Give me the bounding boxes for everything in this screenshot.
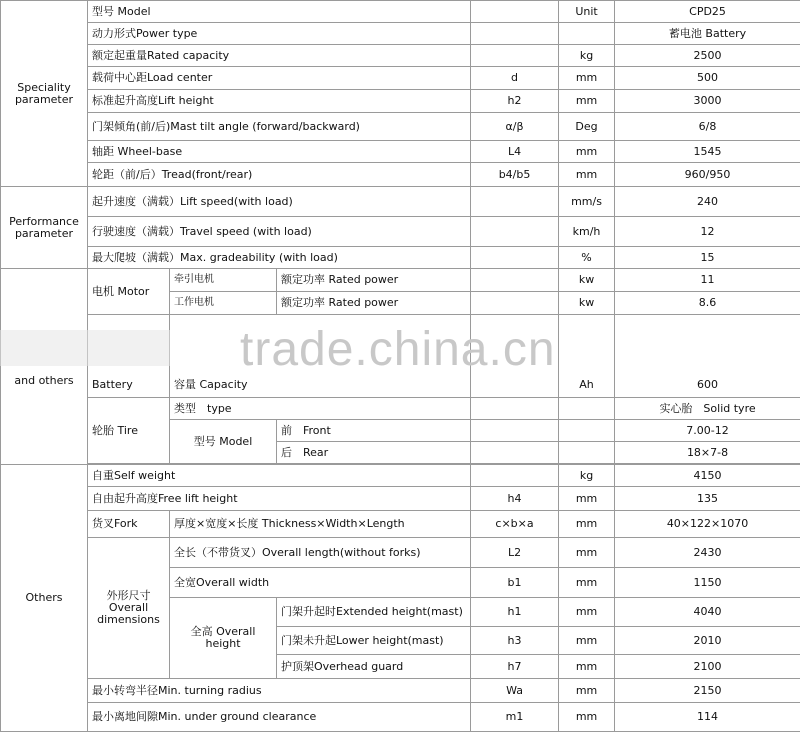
load-center-sym: d [471,67,559,90]
clearance-unit: mm [559,703,615,732]
free-lift-unit: mm [559,487,615,511]
overall-width-sym: b1 [471,568,559,598]
traction-motor-label: 牵引电机 [170,269,277,292]
self-weight-unit: kg [559,465,615,487]
lift-speed-label: 起升速度（满载）Lift speed(with load) [88,187,471,217]
capacity-label: 额定起重量Rated capacity [88,45,471,67]
tire-label: 轮胎 Tire [88,398,170,464]
battery-value: 600 [615,315,800,398]
lower-height-sym: h3 [471,627,559,655]
fork-label: 货叉Fork [88,511,170,538]
travel-speed-label: 行驶速度（满载）Travel speed (with load) [88,217,471,247]
battery-unit: Ah [559,315,615,398]
overall-length-value: 2430 [615,538,800,568]
overall-length-unit: mm [559,538,615,568]
section-performance: Performance parameter [1,187,88,269]
fork-value: 40×122×1070 [615,511,800,538]
clearance-sym: m1 [471,703,559,732]
unit-header: Unit [559,1,615,23]
battery-capacity-label: 容量 Capacity [170,315,471,398]
overall-width-label: 全宽Overall width [170,568,471,598]
section-others: Others [1,465,88,732]
tilt-label: 门架倾角(前/后)Mast tilt angle (forward/backward) [88,113,471,141]
tilt-unit: Deg [559,113,615,141]
grade-value: 15 [615,247,800,269]
grade-label: 最大爬坡（满载）Max. gradeability (with load) [88,247,471,269]
tread-sym: b4/b5 [471,163,559,187]
work-motor-label: 工作电机 [170,292,277,315]
guard-height-label: 护顶架Overhead guard [277,655,471,679]
extended-height-unit: mm [559,598,615,627]
power-label: 动力形式Power type [88,23,471,45]
tire-type-label: 类型 type [170,398,471,420]
wheelbase-sym: L4 [471,141,559,163]
tilt-value: 6/8 [615,113,800,141]
tread-label: 轮距（前/后）Tread(front/rear) [88,163,471,187]
turning-unit: mm [559,679,615,703]
extended-height-value: 4040 [615,598,800,627]
tire-front-value: 7.00-12 [615,420,800,442]
fork-dims-label: 厚度×宽度×长度 Thickness×Width×Length [170,511,471,538]
lift-height-value: 3000 [615,90,800,113]
overall-width-value: 1150 [615,568,800,598]
extended-height-sym: h1 [471,598,559,627]
lower-height-value: 2010 [615,627,800,655]
tilt-sym: α/β [471,113,559,141]
self-weight-value: 4150 [615,465,800,487]
clearance-value: 114 [615,703,800,732]
model-value: CPD25 [615,1,800,23]
grade-unit: % [559,247,615,269]
tread-value: 960/950 [615,163,800,187]
overall-length-label: 全长（不带货叉）Overall length(without forks) [170,538,471,568]
guard-height-sym: h7 [471,655,559,679]
traction-power-label: 额定功率 Rated power [277,269,471,292]
free-lift-value: 135 [615,487,800,511]
travel-speed-unit: km/h [559,217,615,247]
turning-sym: Wa [471,679,559,703]
guard-height-value: 2100 [615,655,800,679]
wheelbase-unit: mm [559,141,615,163]
free-lift-label: 自由起升高度Free lift height [88,487,471,511]
battery-label: Battery [88,315,170,398]
capacity-value: 2500 [615,45,800,67]
section-speciality: Speciality parameter [1,1,88,187]
lower-height-unit: mm [559,627,615,655]
turning-label: 最小转弯半径Min. turning radius [88,679,471,703]
wheelbase-label: 轴距 Wheel-base [88,141,471,163]
load-center-unit: mm [559,67,615,90]
tire-rear-label: 后 Rear [277,442,471,464]
lift-height-sym: h2 [471,90,559,113]
tire-front-label: 前 Front [277,420,471,442]
work-power-value: 8.6 [615,292,800,315]
model-label: 型号 Model [88,1,471,23]
travel-speed-value: 12 [615,217,800,247]
clearance-label: 最小离地间隙Min. under ground clearance [88,703,471,732]
capacity-unit: kg [559,45,615,67]
load-center-value: 500 [615,67,800,90]
turning-value: 2150 [615,679,800,703]
overall-height-label: 全高 Overall height [170,598,277,679]
lift-height-unit: mm [559,90,615,113]
lift-speed-value: 240 [615,187,800,217]
overall-length-sym: L2 [471,538,559,568]
lift-speed-unit: mm/s [559,187,615,217]
work-power-label: 额定功率 Rated power [277,292,471,315]
fork-unit: mm [559,511,615,538]
tire-rear-value: 18×7-8 [615,442,800,464]
fork-sym: c×b×a [471,511,559,538]
traction-power-unit: kw [559,269,615,292]
free-lift-sym: h4 [471,487,559,511]
watermark: trade.china.cn [240,323,556,376]
lower-height-label: 门架未升起Lower height(mast) [277,627,471,655]
lift-height-label: 标准起升高度Lift height [88,90,471,113]
traction-power-value: 11 [615,269,800,292]
load-center-label: 载荷中心距Load center [88,67,471,90]
tire-model-label: 型号 Model [170,420,277,464]
work-power-unit: kw [559,292,615,315]
section-motor-battery: and others [1,269,88,465]
guard-height-unit: mm [559,655,615,679]
power-value: 蓄电池 Battery [615,23,800,45]
wheelbase-value: 1545 [615,141,800,163]
tire-type-value: 实心胎 Solid tyre [615,398,800,420]
tread-unit: mm [559,163,615,187]
overall-width-unit: mm [559,568,615,598]
self-weight-label: 自重Self weight [88,465,471,487]
overall-dimensions-label: 外形尺寸 Overall dimensions [88,538,170,679]
extended-height-label: 门架升起时Extended height(mast) [277,598,471,627]
motor-label: 电机 Motor [88,269,170,315]
